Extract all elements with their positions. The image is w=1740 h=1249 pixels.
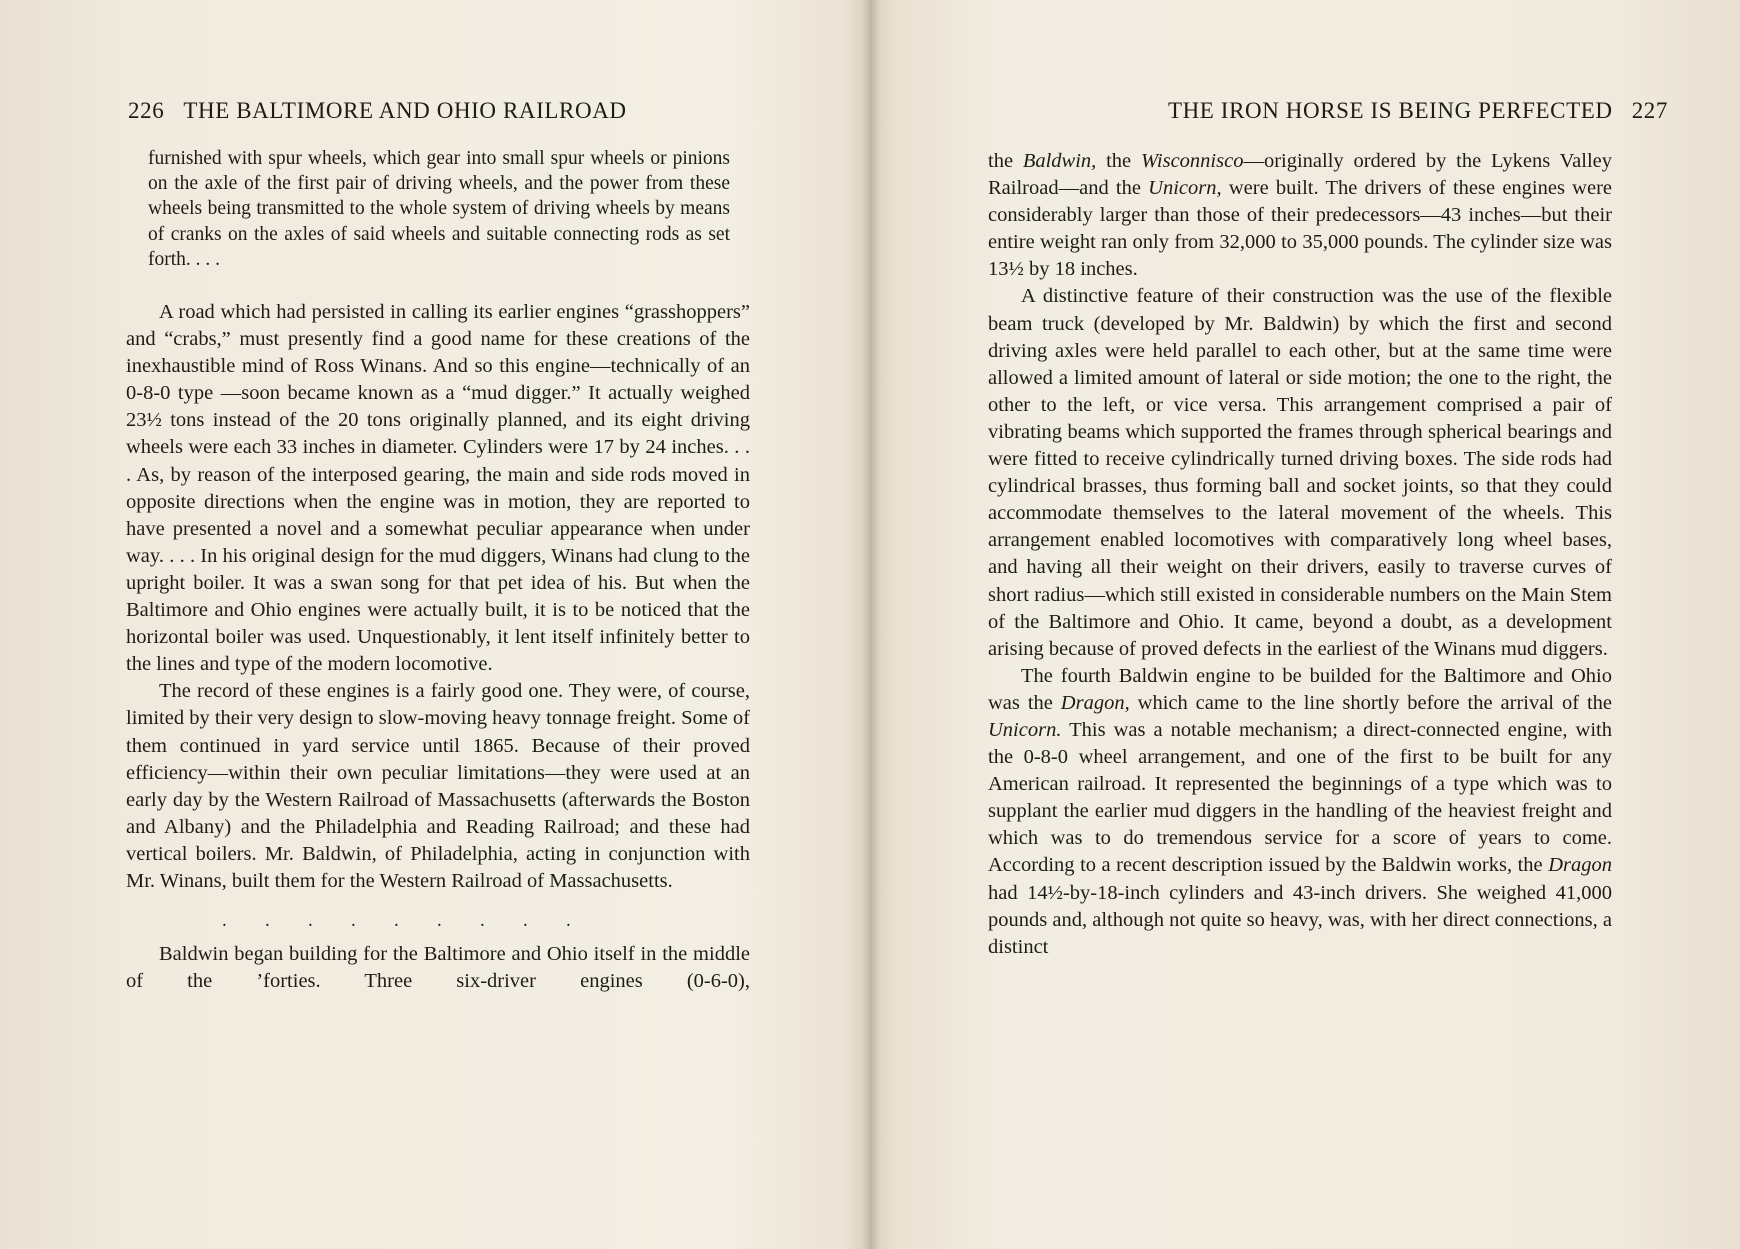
left-running-head (128, 96, 748, 126)
left-paragraph-2: The record of these engines is a fairly good one. They were, of course, limited by their very design to slow-moving heavy tonnage freight. Some of them continued in yard service until 1865. Because of their proved efficiency—within their own peculiar limitations—they were used at an early day by the Western Railroad of Massachusetts (afterwards the Boston and Albany) and the Philadelphia and Reading Railroad; and these had vertical boilers. Mr. Baldwin, of Philadelphia, acting in conjunction with Mr. Winans, built them for the Western Railroad of Massachusetts. (126, 680, 750, 892)
ellipsis-dot: . (265, 910, 270, 932)
ellipsis-dot: . (566, 910, 571, 932)
paragraph-text: The fourth Baldwin engine to be builded for the Baltimore and Ohio was the (988, 664, 1612, 714)
left-quote: furnished with spur wheels, which gear into small spur wheels or pinions on the axle of the first pair of driving wheels, and the power from these wheels being transmitted to the whole system of driving wheels by means of cranks on the axles of said wheels and suitable connecting rods as set forth. . . . (148, 148, 730, 270)
ellipsis-dot: . (308, 910, 313, 932)
paragraph-text: which came to the line shortly before the arrival of the (1129, 691, 1612, 714)
engine-name-dragon: Dragon (1548, 854, 1612, 877)
engine-name-unicorn: Unicorn, (1148, 177, 1222, 200)
engine-name-unicorn: Unicorn. (988, 718, 1062, 741)
ellipsis-dot: . (437, 910, 442, 932)
right-paragraph-3 (988, 663, 1612, 961)
left-paragraph-1: A road which had persisted in calling its earlier engines “grasshoppers” and “crabs,” must presently find a good name for these creations of the inexhaustible mind of Ross Winans. And so this engine—technically of an 0-8-0 type —soon became known as a “mud digger.” It actually weighed 23½ tons instead of the 20 tons originally planned, and its eight driving wheels were each 33 inches in diameter. Cylinders were 17 by 24 inches. . . . As, by reason of the interposed gearing, the main and side rods moved in opposite directions when the engine was in motion, they are reported to have presented a novel and a somewhat peculiar appearance when under way. . . . In his original design for the mud diggers, Winans had clung to the upright boiler. It was a swan song for that pet idea of his. But when the Baltimore and Ohio engines were actually built, it is to be noticed that the horizontal boiler was used. Unquestionably, it lent itself infinitely better to the lines and type of the modern locomotive. (126, 301, 750, 676)
engine-name-wisconnisco: Wisconnisco (1140, 150, 1244, 172)
right-paragraph-1 (988, 148, 1612, 283)
ellipsis-dot: . (222, 910, 227, 932)
ellipsis-dot: . (351, 910, 356, 932)
ellipsis-dot: . (480, 910, 485, 932)
paragraph-text: the (1096, 150, 1141, 172)
ellipsis-dot: . (394, 910, 399, 932)
paragraph-text: This was a notable mechanism; a direct-connected engine, with the 0-8-0 wheel arrangement, and one of the first to be built for any American railroad. It represented the beginnings of a type which was to supplant the earlier mud diggers in the handling of the heaviest freight and which was to do tremendous service for a score of years to come. According to a recent description issued by the Baldwin works, the (988, 718, 1612, 877)
right-running-head (1047, 96, 1668, 126)
right-page-number: 227 (1631, 98, 1668, 123)
left-running-title: THE BALTIMORE AND OHIO RAILROAD (183, 98, 627, 123)
right-text-block (988, 148, 1612, 961)
paragraph-text: the (988, 150, 1023, 172)
paragraph-text: —originally ordered by the Lykens Valley Railroad—and the (988, 150, 1612, 200)
left-page-number: 226 (128, 98, 165, 123)
section-ellipsis (126, 909, 750, 933)
paragraph-text: had 14½-by-18-inch cylinders and 43-inch drivers. She weighed 41,000 pounds and, although not quite so heavy, was, with her direct connections, a distinct (988, 881, 1612, 958)
right-running-title: THE IRON HORSE IS BEING PERFECTED (1167, 98, 1613, 123)
ellipsis-dot: . (523, 910, 528, 932)
left-paragraph-3: Baldwin began building for the Baltimore and Ohio itself in the middle of the ’forties. Three six-driver engines (0-6-0), (126, 943, 750, 993)
quote-gap (126, 272, 750, 299)
right-paragraph-2: A distinctive feature of their construction was the use of the flexible beam truck (developed by Mr. Baldwin) by which the first and second driving axles were held parallel to each other, but at the same time were allowed a limited amount of lateral or side motion; the one to the right, the other to the left, or vice versa. This arrangement comprised a pair of vibrating beams which supported the frames through spherical bearings and were fitted to receive cylindrically turned driving boxes. The side rods had cylindrical brasses, thus forming ball and socket joints, so that they could accommodate themselves to the lateral movement of the wheels. This arrangement enabled locomotives with comparatively long wheel bases, and having all their weight on their drivers, easily to traverse curves of short radius—which still existed in considerable numbers on the Main Stem of the Baltimore and Ohio. It came, beyond a doubt, as a development arising because of proved defects in the earliest of the Winans mud diggers. (988, 285, 1612, 660)
left-text-block (126, 146, 750, 995)
engine-name-dragon: Dragon, (1060, 691, 1130, 714)
paragraph-text: were built. The drivers of these engines were considerably larger than those of their predecessors—43 inches—but their entire weight ran only from 32,000 to 35,000 pounds. The cylinder size was 13½ by 18 inches. (988, 177, 1612, 281)
engine-name-baldwin: Baldwin, (1022, 150, 1097, 172)
right-page (870, 0, 1740, 1249)
